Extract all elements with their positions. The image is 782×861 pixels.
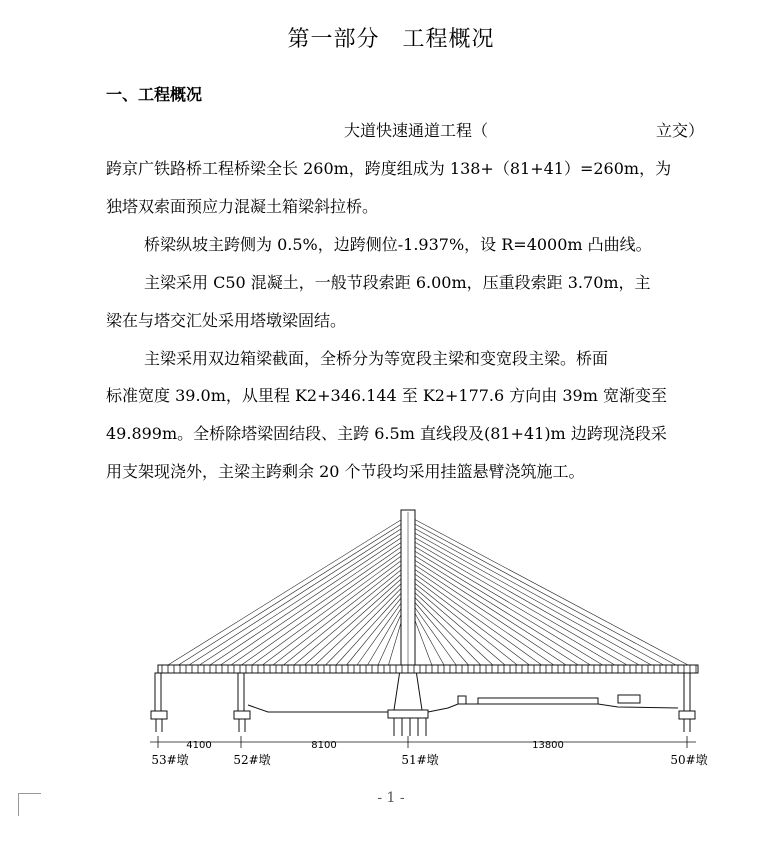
stay-cable	[273, 563, 404, 665]
pylon	[388, 510, 428, 718]
page-title: 第一部分 工程概况	[287, 27, 495, 52]
paragraph-line: 主梁采用 C50 混凝土，一般节段索距 6.00m，压重段索距 3.70m，主	[144, 273, 651, 292]
piles	[156, 718, 690, 736]
stay-cable	[412, 518, 688, 665]
page-number: - 1 -	[377, 790, 405, 806]
stay-cable	[412, 572, 542, 665]
stay-cable	[347, 595, 405, 666]
stay-cable	[412, 604, 456, 666]
dimension-label: 13800	[532, 740, 564, 751]
pier-label: 53#墩	[151, 753, 189, 767]
pier-label: 51#墩	[401, 753, 439, 767]
ground-and-railway	[248, 695, 678, 712]
paragraph-line: 标准宽度 39.0m，从里程 K2+346.144 至 K2+177.6 方向由 39m 宽渐变至	[106, 386, 667, 405]
stay-cable	[305, 577, 405, 666]
paragraph-line: 49.899m。全桥除塔梁固结段、主跨 6.5m 直线段及(81+41)m 边跨现浇段采	[106, 424, 667, 443]
stay-cable	[336, 590, 404, 665]
dimension-label: 8100	[311, 740, 337, 751]
paragraph-line: 大道快速通道工程（	[344, 121, 489, 140]
paragraph-line: 立交）	[656, 121, 705, 140]
paragraph-line: 主梁采用双边箱梁截面，全桥分为等宽段主梁和变宽段主梁。桥面	[144, 349, 609, 368]
stay-cable	[263, 559, 405, 666]
stay-cable	[242, 550, 405, 666]
stay-cable	[368, 604, 405, 666]
stay-cable	[412, 532, 651, 666]
paragraph-line: 跨京广铁路桥工程桥梁全长 260m，跨度组成为 138+（81+41）=260m，为	[106, 159, 672, 178]
bridge-elevation-diagram	[148, 500, 716, 770]
stay-cable	[412, 541, 627, 666]
stay-cable	[412, 550, 603, 666]
stay-cable	[412, 581, 517, 665]
stay-cable	[221, 541, 405, 666]
paragraph-line: 独塔双索面预应力混凝土箱梁斜拉桥。	[106, 197, 379, 216]
paragraph-line: 桥梁纵坡主跨侧为 0.5%，边跨侧位-1.937%，设 R=4000m 凸曲线。	[144, 235, 652, 254]
stay-cable	[412, 595, 481, 666]
stay-cable	[412, 608, 444, 665]
dimension-label: 4100	[186, 740, 212, 751]
dimension-line	[150, 736, 696, 748]
stay-cable	[168, 518, 404, 665]
stay-cable	[412, 599, 468, 665]
stay-cable	[412, 577, 529, 666]
paragraph-line: 梁在与塔交汇处采用塔墩梁固结。	[106, 311, 347, 330]
stay-cables	[168, 518, 688, 665]
paragraph-line: 用支架现浇外，主梁主跨剩余 20 个节段均采用挂篮悬臂浇筑施工。	[106, 462, 585, 481]
stay-cable	[412, 523, 676, 666]
stay-cable	[315, 581, 404, 665]
deck-girder	[158, 665, 698, 673]
stay-cable	[412, 527, 664, 665]
stay-cable	[412, 559, 578, 666]
pier-label: 52#墩	[233, 753, 271, 767]
pier-label: 50#墩	[670, 753, 708, 767]
section-heading: 一、工程概况	[106, 85, 203, 104]
